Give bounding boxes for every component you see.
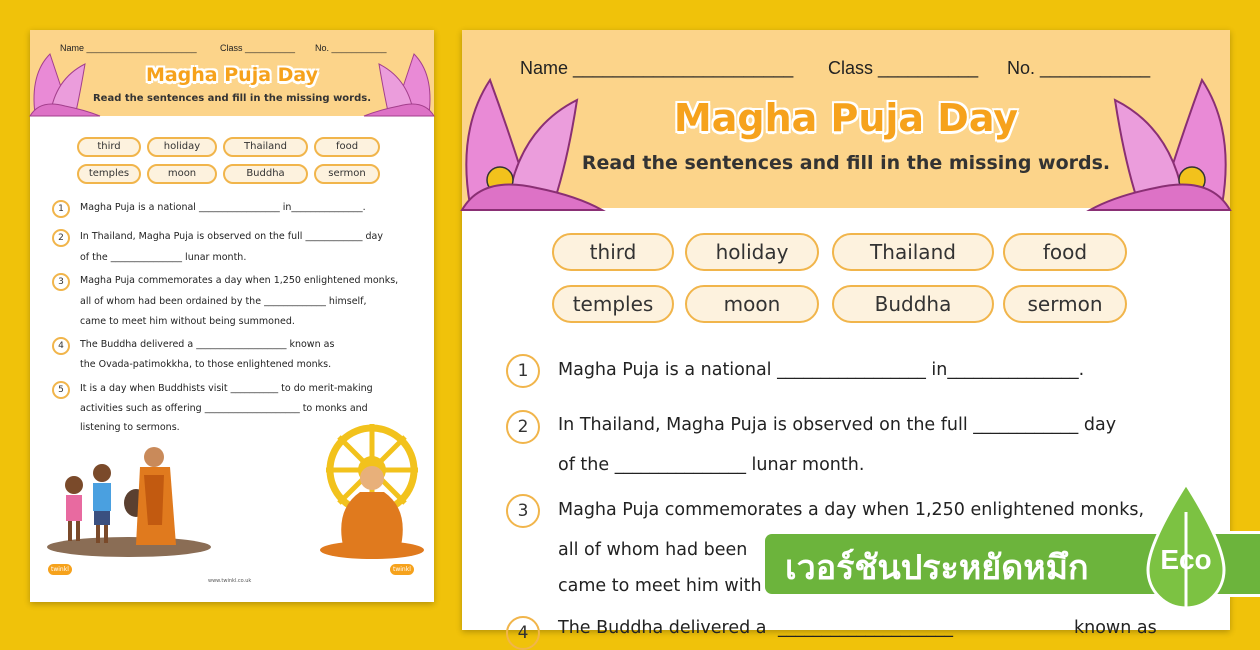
word-chip: temples xyxy=(77,164,141,184)
eco-badge[interactable] xyxy=(1144,482,1228,616)
word-chip: holiday xyxy=(147,137,217,157)
question-text: Magha Puja is a national _________________ in_______________. xyxy=(558,360,1085,380)
question-number: 4 xyxy=(506,616,540,650)
question-number: 1 xyxy=(52,200,70,218)
twinkl-logo-right: twinkl xyxy=(390,564,414,575)
question-number: 2 xyxy=(506,410,540,444)
question-text: The Buddha delivered a ___________________ known as xyxy=(80,339,335,350)
name-field-label: Name ______________________ xyxy=(60,43,197,53)
question-text: came to meet him without being summoned. xyxy=(80,316,295,327)
question-number: 5 xyxy=(52,381,70,399)
worksheet-thumbnail[interactable] xyxy=(30,30,434,602)
word-chip: sermon xyxy=(1003,285,1127,323)
word-chip: moon xyxy=(147,164,217,184)
number-field-label: No. ___________ xyxy=(1007,58,1151,78)
question-text: of the _______________ lunar month. xyxy=(80,252,247,263)
children-monk-illustration xyxy=(44,435,214,560)
question-text: listening to sermons. xyxy=(80,422,180,433)
instruction-text: Read the sentences and fill in the missing words. xyxy=(92,93,372,104)
question-number: 4 xyxy=(52,337,70,355)
number-field-label: No. ___________ xyxy=(315,43,387,53)
question-text: The Buddha delivered a xyxy=(558,618,767,638)
question-text: all of whom had been ordained by the _____________ himself, xyxy=(80,296,367,307)
site-url: www.twinkl.co.uk xyxy=(208,578,252,584)
word-chip: Buddha xyxy=(223,164,308,184)
question-number: 2 xyxy=(52,229,70,247)
worksheet-header xyxy=(30,30,434,116)
eco-badge-label: Eco xyxy=(1160,544,1212,575)
word-chip: temples xyxy=(552,285,674,323)
question-text: the Ovada-patimokkha, to those enlightened monks. xyxy=(80,359,332,370)
question-text: activities such as offering ____________________ to monks and xyxy=(80,403,368,414)
answer-blank: ____________________ xyxy=(778,618,953,638)
worksheet-header-large xyxy=(462,30,1230,208)
word-chip: Thailand xyxy=(223,137,308,157)
question-text: Magha Puja commemorates a day when 1,250 enlightened monks, xyxy=(80,275,399,286)
word-chip: Thailand xyxy=(832,233,994,271)
question-text: came to meet him with xyxy=(558,576,762,596)
question-text: Magha Puja is a national _________________ in_______________. xyxy=(80,202,366,213)
eco-version-text: เวอร์ชันประหยัดหมึก xyxy=(785,548,1089,588)
question-text: It is a day when Buddhists visit __________ to do merit-making xyxy=(80,383,373,394)
question-text: In Thailand, Magha Puja is observed on the full ____________ day xyxy=(80,231,383,242)
name-field-label: Name ______________________ xyxy=(520,58,794,78)
class-field-label: Class __________ xyxy=(828,58,979,78)
class-field-label: Class __________ xyxy=(220,43,296,53)
buddha-dharma-wheel-illustration xyxy=(314,420,429,560)
page-title: Magha Puja Day xyxy=(673,96,1019,140)
question-text: of the _______________ lunar month. xyxy=(558,455,865,475)
twinkl-logo: twinkl xyxy=(48,564,72,575)
word-chip: moon xyxy=(685,285,819,323)
word-chip: sermon xyxy=(314,164,380,184)
question-text: In Thailand, Magha Puja is observed on the full ____________ day xyxy=(558,415,1117,435)
word-chip: holiday xyxy=(685,233,819,271)
question-text: Magha Puja commemorates a day when 1,250 enlightened monks, xyxy=(558,500,1145,520)
word-chip: third xyxy=(77,137,141,157)
page-title: Magha Puja Day xyxy=(145,64,319,86)
question-text: known as xyxy=(1074,618,1157,638)
question-number: 3 xyxy=(506,494,540,528)
word-chip: Buddha xyxy=(832,285,994,323)
question-text: all of whom had been xyxy=(558,540,748,560)
word-chip: food xyxy=(314,137,380,157)
instruction-text: Read the sentences and fill in the missing words. xyxy=(581,152,1111,174)
word-chip: third xyxy=(552,233,674,271)
question-number: 1 xyxy=(506,354,540,388)
question-number: 3 xyxy=(52,273,70,291)
word-chip: food xyxy=(1003,233,1127,271)
